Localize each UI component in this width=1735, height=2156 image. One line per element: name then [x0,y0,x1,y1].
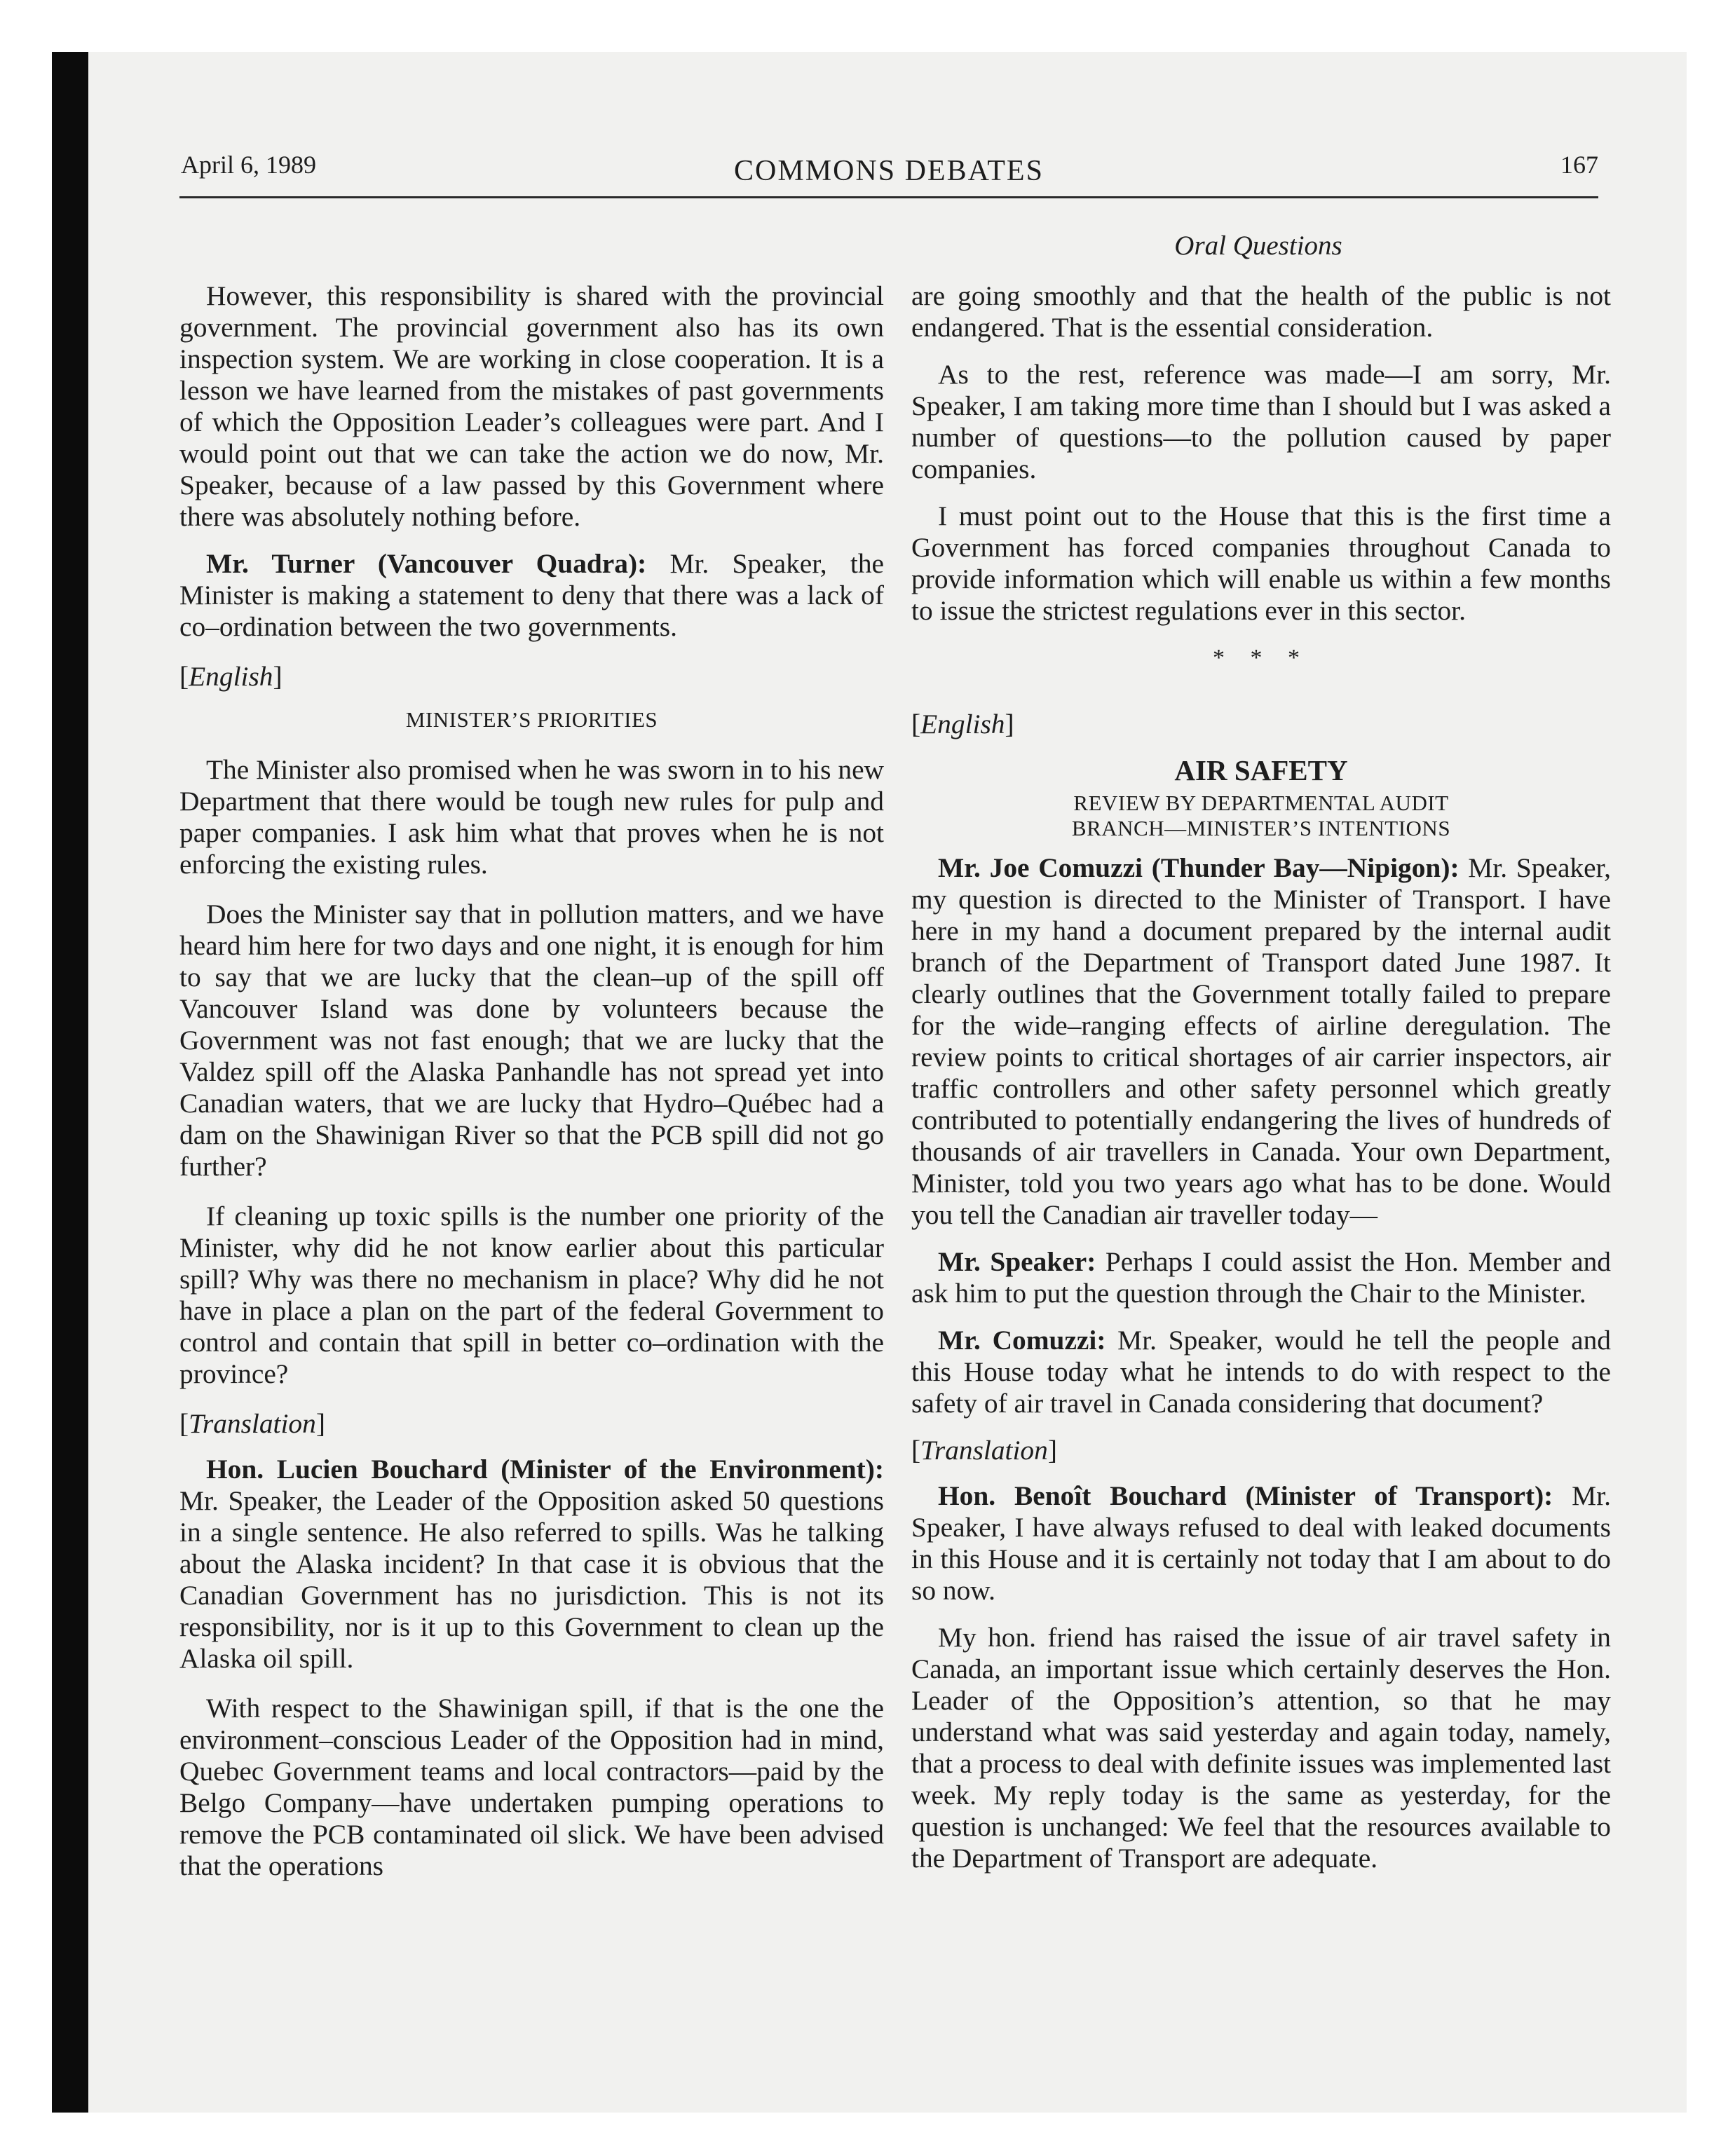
paragraph: Does the Minister say that in pollution matters, and we have heard him here for two days and one night, it is enough for him to say that we are lucky that the clean–up of the spill off Vancouver Island was done by volunteers because the Government was not fast enough; that we are lucky that the Valdez spill off the Alaska Panhandle has not spread yet into Canadian waters, that we are lucky that Hydro–Québec had a dam on the Shawinigan River so that the PCB spill did not go further? [179,899,884,1182]
paragraph: I must point out to the House that this is the first time a Government has forced companies throughout Canada to provide information which will enable us within a few months to issue the strictest regulations ever in this sector. [911,500,1611,626]
paragraph [911,1246,1611,1309]
paragraph: As to the rest, reference was made—I am sorry, Mr. Speaker, I am taking more time than I should but I was asked a number of questions—to the pollution caused by paper companies. [911,359,1611,484]
language-tag: [Translation] [179,1408,325,1439]
language-tag: [English] [179,661,283,692]
speech-text: Perhaps I could assist the Hon. Member and ask him to put the question through the Chair to the Minister. [911,1246,1611,1309]
paragraph [911,1480,1611,1606]
speaker-name: Hon. Lucien Bouchard (Minister of the Environment): [206,1454,884,1485]
paragraph: With respect to the Shawinigan spill, if that is the one the environment–conscious Leader of the Opposition had in mind, Quebec Government teams and local contractors—paid by the Belgo Company—have undertaken pumping operations to remove the PCB contaminated oil slick. We have been advised that the operations [179,1693,884,1881]
speech-text: Mr. Speaker, the Minister is making a statement to deny that there was a lack of co–ordination between the two governments. [179,548,884,642]
section-divider: * * * [1213,645,1309,671]
language-tag: [English] [911,709,1014,739]
speech-text: Mr. Speaker, my question is directed to the Minister of Transport. I have here in my hand a document prepared by the internal audit branch of the Department of Transport dated June 1987. It clearly outlines that the Government totally failed to prepare for the wide–ranging effects of airline deregulation. The review points to critical shortages of air carrier inspectors, air traffic controllers and other safety personnel which greatly contributed to potentially endangering the lives of hundreds of thousands of air travellers in Canada. Your own Department, Minister, told you two years ago what has to be done. Would you tell the Canadian air traveller today— [911,852,1611,1230]
paragraph [911,852,1611,1231]
section-heading: MINISTER’S PRIORITIES [405,707,658,732]
paragraph: My hon. friend has raised the issue of air travel safety in Canada, an important issue which certainly deserves the Hon. Leader of the Opposition’s attention, so that he may understand what was said yesterday and again today, namely, that a process to deal with definite issues was implemented last week. My reply today is the same as yesterday, for the question is unchanged: We feel that the resources available to the Department of Transport are adequate. [911,1622,1611,1874]
paragraph [179,1454,884,1674]
header-date: April 6, 1989 [181,151,316,179]
right-column [911,280,1611,1890]
header-page-number: 167 [1560,151,1598,179]
speaker-name: Hon. Benoît Bouchard (Minister of Transport): [938,1480,1553,1511]
page-header [179,146,1598,198]
speech-text: Mr. Speaker, would he tell the people and this House today what he intends to do with respect to the safety of air travel in Canada considering that document? [911,1325,1611,1419]
speaker-name: Mr. Speaker: [938,1246,1096,1277]
section-subheading: REVIEW BY DEPARTMENTAL AUDIT BRANCH—MINISTER’S INTENTIONS [1071,791,1451,840]
header-title: COMMONS DEBATES [734,155,1044,187]
paragraph: The Minister also promised when he was sworn in to his new Department that there would be tough new rules for pulp and paper companies. I ask him what that proves when he is not enforcing the existing rules. [179,754,884,880]
speaker-name: Mr. Joe Comuzzi (Thunder Bay—Nipigon): [938,852,1460,883]
section-heading: AIR SAFETY [1174,754,1348,786]
speaker-name: Mr. Comuzzi: [938,1325,1106,1356]
left-column [179,280,884,1897]
section-label: Oral Questions [1174,231,1342,261]
language-tag: [Translation] [911,1435,1057,1466]
speech-text: Mr. Speaker, the Leader of the Opposition asked 50 questions in a single sentence. He also referred to spills. Was he talking about the Alaska incident? In that case it is obvious that the Canadian Government has no jurisdiction. This is not its responsibility, nor is it up to this Government to clean up the Alaska oil spill. [179,1485,884,1674]
speech-text: Mr. Speaker, I have always refused to deal with leaked documents in this House and it is certainly not today that I am about to do so now. [911,1480,1611,1606]
paragraph: If cleaning up toxic spills is the number one priority of the Minister, why did he not know earlier about this particular spill? Why was there no mechanism in place? Why did he not have in place a plan on the part of the federal Government to control and contain that spill in better co–ordination with the province? [179,1201,884,1389]
paragraph [179,548,884,643]
paragraph: are going smoothly and that the health of the public is not endangered. That is the essential consideration. [911,280,1611,343]
paragraph [911,1325,1611,1419]
scan-edge [52,52,88,2113]
speaker-name: Mr. Turner (Vancouver Quadra): [206,548,647,579]
paragraph: However, this responsibility is shared with the provincial government. The provincial government also has its own inspection system. We are working in close cooperation. It is a lesson we have learned from the mistakes of past governments of which the Opposition Leader’s colleagues were part. And I would point out that we can take the action we do now, Mr. Speaker, because of a law passed by this Government where there was absolutely nothing before. [179,280,884,532]
